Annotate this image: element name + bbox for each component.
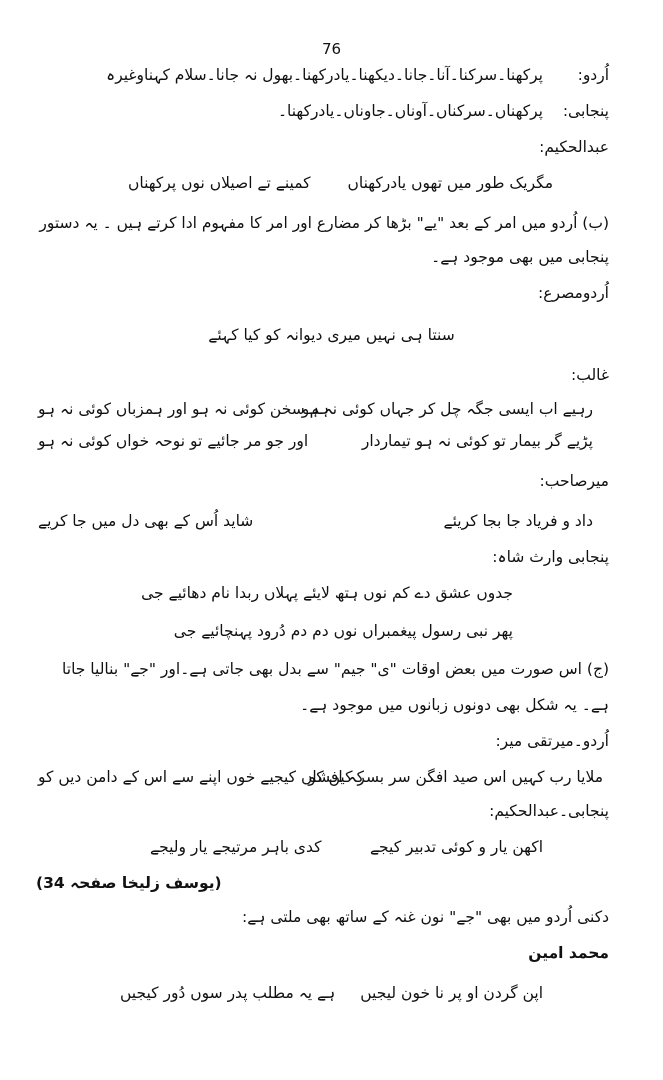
punjabi-verbs: پرکھناں۔سرکناں۔آوناں۔جاوناں۔یادرکھنا۔ [277, 102, 543, 120]
abdul-hakim-verse-a: مگریک طور میں تھوں یادرکھناں [347, 174, 553, 192]
para-b-line-1: (ب) اُردو میں امر کے بعد "یے" بڑھا کر مضارع اور امر کا مفہوم ادا کرتے ہیں ۔ یہ دستور [39, 214, 609, 232]
waris-shah-heading: پنجابی وارث شاہ: [492, 548, 609, 566]
abdul-hakim-heading: عبدالحکیم: [539, 138, 609, 156]
ghalib-verse-2b: اور جو مر جائیے تو نوحہ خواں کوئی نہ ہو [38, 432, 309, 450]
ghalib-verse-1a: رہیے اب ایسی جگہ چل کر جہاں کوئی نہ ہو [301, 400, 593, 418]
page-number: 76 [321, 40, 342, 58]
urdu-verbs: پرکھنا۔سرکنا۔آنا۔جانا۔دیکھنا۔یادرکھنا۔بھول نہ جانا۔سلام کہناوغیرہ [106, 66, 543, 84]
urdu-verb-list [30, 64, 609, 86]
ghalib-verse-1b: ہم سخن کوئی نہ ہو اور ہمزباں کوئی نہ ہو [38, 400, 330, 418]
waris-shah-verse-1: جدوں عشق دے کم نوں ہتھ لایئے پہلاں ربدا نام دھائیے جی [141, 584, 513, 602]
urdu-label: اُردو: [577, 66, 609, 84]
mir-taqi-verse-b: کہ افشاں کیجیے خوں اپنے سے اس کے دامن دیں کو [38, 768, 365, 786]
mir-sahib-heading: میرصاحب: [539, 472, 609, 490]
para-j-line-2: ہے۔ یہ شکل بھی دونوں زبانوں میں موجود ہے۔ [300, 696, 609, 714]
muhammad-amin-heading: محمد امین [528, 944, 609, 962]
abdul-hakim-2-verse-a: اکھن یار و کوئی تدبیر کیجے [369, 838, 543, 856]
dakkani-verse-b: ہے یہ مطلب پدر سوں دُور کیجیں [120, 984, 336, 1002]
ghalib-heading: غالب: [571, 366, 609, 384]
punjabi-label: پنجابی: [562, 102, 609, 120]
mir-sahib-verse-a: داد و فریاد جا بجا کریئے [443, 512, 593, 530]
dakkani-verse-a: اپن گردن او پر نا خون لیجیں [360, 984, 543, 1002]
yusuf-zulekha-citation: (یوسف زلیخا صفحہ 34) [36, 874, 222, 892]
urdu-misra-verse: سنتا ہی نہیں میری دیوانہ کو کیا کہئے [208, 326, 455, 344]
abdul-hakim-verse-b: کمینے تے اصیلاں نوں پرکھناں [128, 174, 311, 192]
ghalib-verse-2a: پڑیے گر بیمار تو کوئی نہ ہو تیماردار [361, 432, 593, 450]
abdul-hakim-2-verse-b: کدی باہر مرتیجے یار ولیجے [150, 838, 322, 856]
abdul-hakim-2-heading: پنجابی۔عبدالحکیم: [489, 802, 609, 820]
para-j-line-1: (ج) اس صورت میں بعض اوقات "ی" جیم" سے بدل بھی جاتی ہے۔اور "جے" بنالیا جاتا [62, 660, 609, 678]
urdu-misra-heading: اُردومصرع: [538, 284, 609, 302]
mir-taqi-heading: اُردو۔میرتقی میر: [495, 732, 609, 750]
para-b-line-2: پنجابی میں بھی موجود ہے۔ [431, 248, 609, 266]
waris-shah-verse-2: پھر نبی رسول پیغمبراں نوں دم دم دُرود پہنچائیے جی [173, 622, 513, 640]
mir-taqi-verse-a: ملایا رب کہیں اس صید افگن سر بسر کیں کو [308, 768, 603, 786]
mir-sahib-verse-b: شاید اُس کے بھی دل میں جا کریے [38, 512, 254, 530]
punjabi-verb-list [30, 100, 609, 122]
dakkani-line: دکنی اُردو میں بھی "جے" نون غنہ کے ساتھ بھی ملتی ہے: [242, 908, 609, 926]
